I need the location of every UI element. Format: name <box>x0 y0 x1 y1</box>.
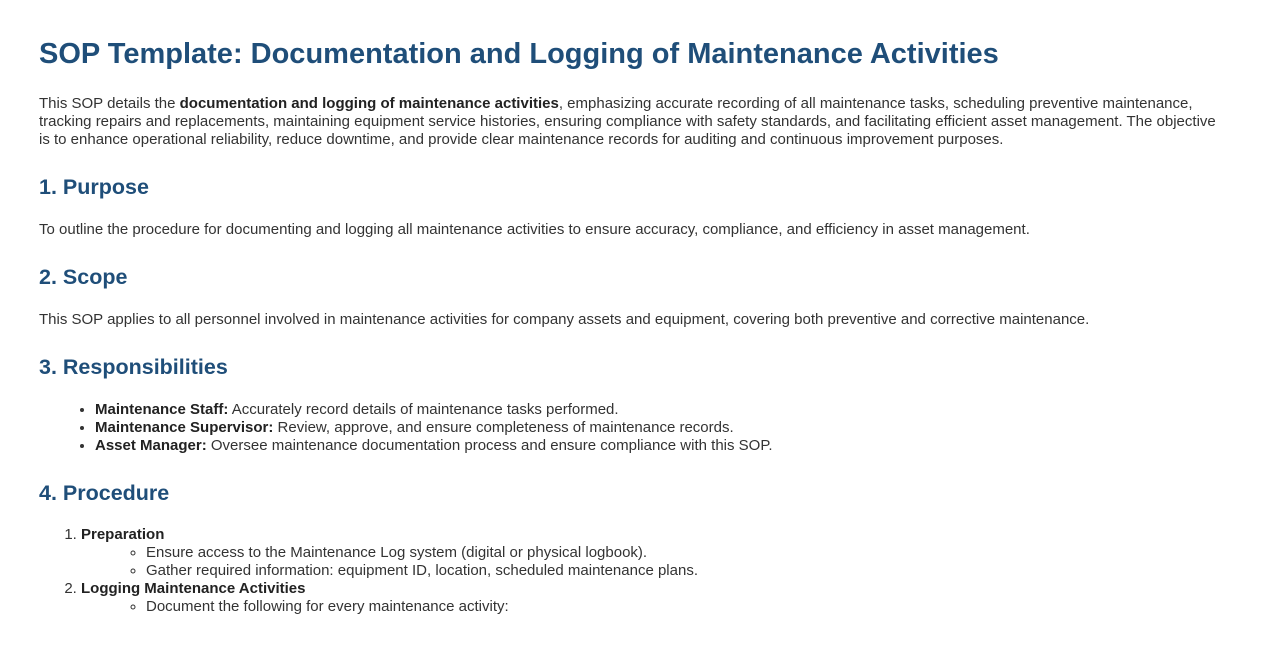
procedure-substep: ◦ Gather required information: equipment ID, location, scheduled maintenance plans. <box>146 562 1224 580</box>
responsibility-role: Maintenance Staff: <box>95 400 229 418</box>
page-title: SOP Template: Documentation and Logging of Maintenance Activities <box>39 38 999 70</box>
sop-document <box>39 38 1224 616</box>
responsibility-description: Accurately record details of maintenance tasks performed. <box>228 400 619 418</box>
heading-responsibilities: 3. Responsibilities <box>39 354 228 379</box>
procedure-step-title: Preparation <box>81 526 165 544</box>
heading-procedure: 4. Procedure <box>39 480 170 505</box>
intro-text-bold: documentation and logging of maintenance activities <box>179 95 559 113</box>
responsibility-description: Review, approve, and ensure completeness of maintenance records. <box>273 418 734 436</box>
list-item <box>95 419 1224 437</box>
responsibility-description: Oversee maintenance documentation process and ensure compliance with this SOP. <box>206 436 773 454</box>
procedure-step-title: Logging Maintenance Activities <box>81 580 306 598</box>
procedure-substep-list <box>81 544 1224 580</box>
procedure-step <box>81 526 1224 580</box>
procedure-substep-list <box>81 598 1224 616</box>
intro-text-post: , emphasizing accurate recording of all maintenance tasks, scheduling preventive maintenance, tracking repairs and replacements, maintaining equipment service histories, ensuring compliance with safety standards, and facilitating efficient asset management. The objective is to enhance operational reliability, reduce downtime, and provide clear maintenance records for auditing and continuous improvement purposes. <box>39 95 1216 149</box>
heading-purpose: 1. Purpose <box>39 175 149 200</box>
intro-text-pre: This SOP details the <box>39 95 180 113</box>
intro-paragraph <box>39 95 1224 149</box>
list-item <box>95 401 1224 419</box>
purpose-paragraph: To outline the procedure for documenting and logging all maintenance activities to ensure accuracy, compliance, and efficiency in asset management. <box>39 221 1030 239</box>
heading-scope: 2. Scope <box>39 265 128 290</box>
procedure-substep: ◦ Document the following for every maintenance activity: <box>146 598 1224 616</box>
responsibility-role: Asset Manager: <box>95 436 207 454</box>
responsibility-role: Maintenance Supervisor: <box>95 418 274 436</box>
responsibilities-list <box>39 401 1224 455</box>
scope-paragraph: This SOP applies to all personnel involved in maintenance activities for company assets and equipment, covering both preventive and corrective maintenance. <box>39 310 1090 328</box>
list-item <box>95 437 1224 455</box>
procedure-substep: ◦ Ensure access to the Maintenance Log system (digital or physical logbook). <box>146 544 1224 562</box>
procedure-step <box>81 580 1224 616</box>
procedure-list <box>39 526 1224 616</box>
